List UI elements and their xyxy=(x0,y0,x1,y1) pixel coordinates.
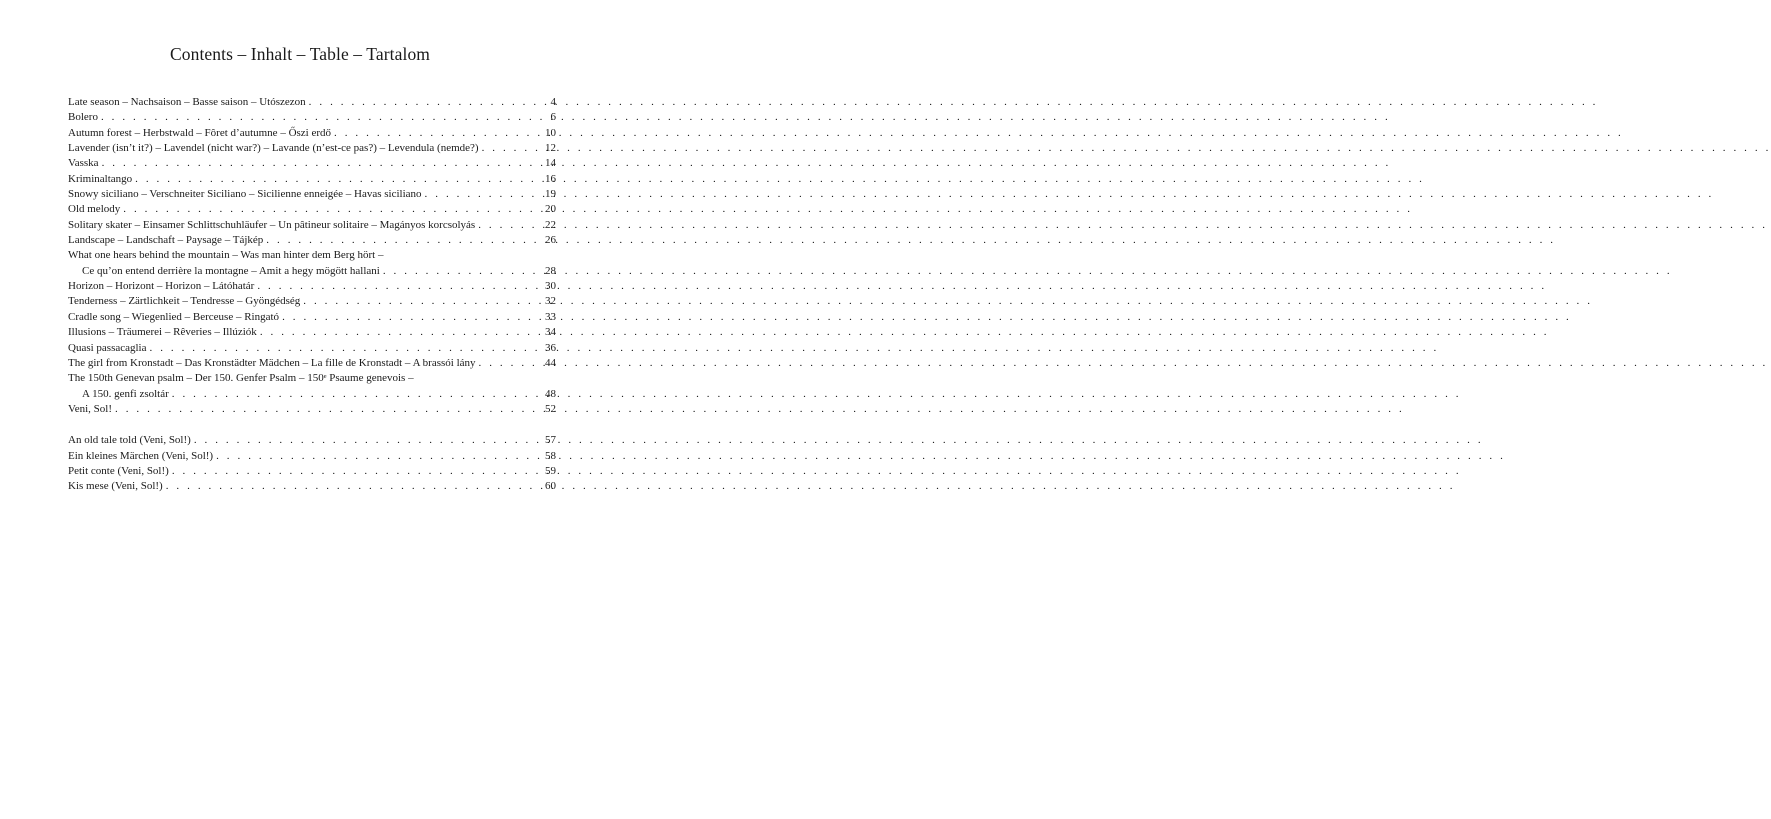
dot-leader xyxy=(102,156,529,171)
toc-entry xyxy=(68,402,556,417)
toc-entry-appendix xyxy=(68,464,556,479)
toc-entry-appendix xyxy=(68,479,556,494)
page-number: 20 xyxy=(545,203,556,216)
toc-entry xyxy=(68,233,556,248)
dot-leader xyxy=(479,356,529,371)
toc-entry xyxy=(68,341,556,356)
page-number: 33 xyxy=(545,310,556,323)
dot-leader xyxy=(309,95,529,110)
page-number: 22 xyxy=(545,218,556,231)
dot-leader xyxy=(172,464,529,479)
toc-entry xyxy=(68,141,556,156)
dot-leader xyxy=(194,433,529,448)
toc-entry xyxy=(68,172,556,187)
page-number: 52 xyxy=(545,402,556,415)
dot-leader xyxy=(135,172,529,187)
table-of-contents xyxy=(68,95,556,495)
entry-title: Old melody xyxy=(68,203,121,216)
toc-entry xyxy=(68,218,556,233)
page-number: 28 xyxy=(545,264,556,277)
page-number: 34 xyxy=(545,326,556,339)
toc-entry-appendix xyxy=(68,433,556,448)
dot-leader xyxy=(216,449,529,464)
page-title: Contents – Inhalt – Table – Tartalom xyxy=(169,44,431,64)
toc-entry xyxy=(68,156,556,171)
page-number: 57 xyxy=(545,434,556,447)
page-number: 60 xyxy=(545,480,556,493)
page-number: 10 xyxy=(545,126,556,139)
toc-entry-appendix xyxy=(68,449,556,464)
dot-leader xyxy=(172,387,529,402)
entry-title: Veni, Sol! xyxy=(68,402,112,415)
page-number: 30 xyxy=(545,280,556,293)
entry-title: Late season – Nachsaison – Basse saison – Utószezon xyxy=(68,96,306,108)
toc-entry xyxy=(68,95,556,110)
dot-leader xyxy=(282,310,529,325)
toc-entry xyxy=(68,202,556,217)
entry-title: An old tale told (Veni, Sol!) xyxy=(68,434,191,447)
toc-entry xyxy=(68,387,556,402)
dot-leader xyxy=(257,279,529,294)
entry-title: Landscape – Landschaft – Paysage – Tájkép xyxy=(68,234,264,247)
page-number: 32 xyxy=(545,295,556,308)
dot-leader xyxy=(166,479,529,494)
page-number: 16 xyxy=(545,172,556,185)
page-number: 26 xyxy=(545,234,556,247)
entry-title: Ce qu’on entend derrière la montagne – Amit a hegy mögött hallani xyxy=(82,264,380,277)
toc-entry xyxy=(68,187,556,202)
toc-entry xyxy=(68,264,556,279)
entry-title: Solitary skater – Einsamer Schlittschuhläufer – Un pâtineur solitaire – Magányos korcsolyás xyxy=(68,218,476,231)
page-number: 6 xyxy=(550,111,556,124)
section-gap xyxy=(68,417,556,433)
toc-entry xyxy=(68,294,556,309)
entry-title-line-1: What one hears behind the mountain – Was man hinter dem Berg hört – xyxy=(68,249,384,262)
dot-leader xyxy=(478,218,529,233)
entry-title: Kriminaltango xyxy=(68,172,133,185)
dot-leader xyxy=(260,325,529,340)
entry-title: Vasska xyxy=(68,157,99,170)
entry-title: A 150. genfi zsoltár xyxy=(82,387,169,400)
entry-title: Ein kleines Märchen (Veni, Sol!) xyxy=(68,449,214,462)
entry-title: Petit conte (Veni, Sol!) xyxy=(68,464,169,477)
dot-leader xyxy=(266,233,529,248)
entry-title: Lavender (isn’t it?) – Lavendel (nicht war?) – Lavande (n’est-ce pas?) – Levendula (nemde?) xyxy=(68,142,479,155)
dot-leader xyxy=(101,110,529,125)
dot-leader xyxy=(334,126,529,141)
dot-leader xyxy=(303,294,529,309)
page-number: 14 xyxy=(545,157,556,170)
toc-entry xyxy=(68,356,556,371)
page-number: 48 xyxy=(545,387,556,400)
page-number: 4 xyxy=(550,96,556,108)
page-number: 36 xyxy=(545,341,556,354)
entry-title-line-1: The 150th Genevan psalm – Der 150. Genfer Psalm – 150ᵉ Psaume genevois – xyxy=(68,372,414,385)
entry-title: The girl from Kronstadt – Das Kronstädter Mädchen – La fille de Kronstadt – A brassói lány xyxy=(68,356,476,369)
page-number: 19 xyxy=(545,188,556,201)
entry-title: Autumn forest – Herbstwald – Fôret d’autumne – Őszi erdő xyxy=(68,126,332,139)
entry-title: Tenderness – Zärtlichkeit – Tendresse – Gyöngédség xyxy=(68,295,301,308)
toc-entry xyxy=(68,310,556,325)
dot-leader xyxy=(482,141,529,156)
dot-leader xyxy=(425,187,529,202)
dot-leader xyxy=(383,264,529,279)
entry-title: Bolero xyxy=(68,111,98,124)
page-number: 44 xyxy=(545,356,556,369)
entry-title: Snowy siciliano – Verschneiter Siciliano – Sicilienne enneigée – Havas siciliano xyxy=(68,188,422,201)
toc-entry xyxy=(68,126,556,141)
entry-title: Quasi passacaglia xyxy=(68,341,147,354)
toc-entry xyxy=(68,110,556,125)
entry-title: Kis mese (Veni, Sol!) xyxy=(68,480,163,493)
dot-leader xyxy=(115,402,529,417)
toc-entry xyxy=(68,279,556,294)
dot-leader xyxy=(150,341,530,356)
entry-title: Cradle song – Wiegenlied – Berceuse – Ringató xyxy=(68,310,280,323)
page-number: 12 xyxy=(545,142,556,155)
entry-title: Horizon – Horizont – Horizon – Látóhatár xyxy=(68,280,255,293)
entry-title: Illusions – Träumerei – Rêveries – Illúziók xyxy=(68,326,257,339)
page-number: 59 xyxy=(545,464,556,477)
toc-entry xyxy=(68,325,556,340)
dot-leader xyxy=(123,202,529,217)
page-number: 58 xyxy=(545,449,556,462)
